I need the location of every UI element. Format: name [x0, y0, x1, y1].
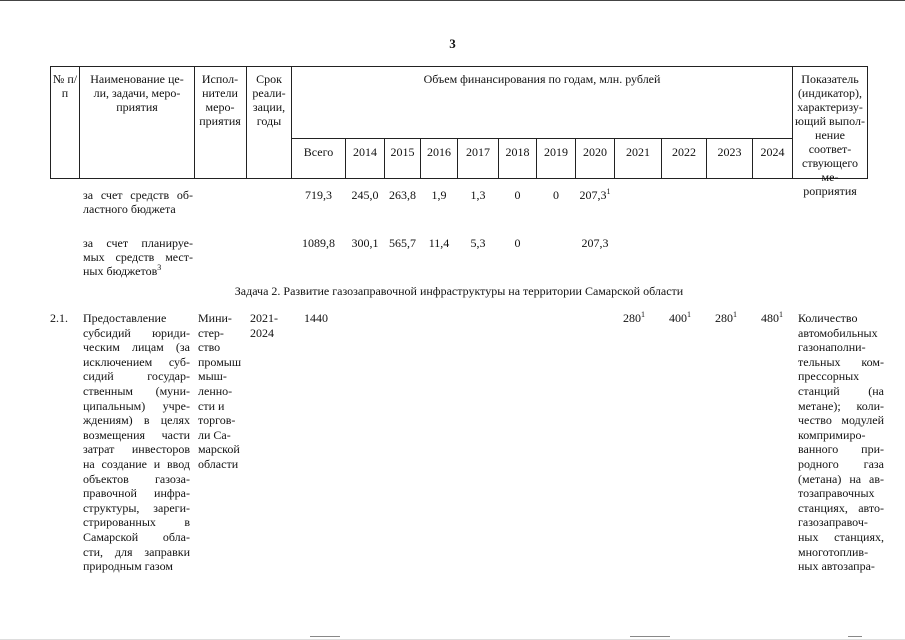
name-lines: объектов газоза-: [83, 471, 190, 486]
col-line: [246, 66, 247, 179]
executor-lines: торгов-: [198, 413, 236, 428]
name-lines: ственным (муни-: [83, 383, 190, 398]
row-value: [499, 236, 536, 250]
row-label-line: за счет средств об-: [83, 188, 193, 202]
scan-mark: [630, 636, 670, 637]
years-top-rule: [291, 138, 792, 139]
row-value: [385, 188, 420, 202]
item-value-2021: $280^1$: [623, 310, 645, 325]
executor-lines: ли Са-: [198, 427, 231, 442]
executor-lines: промыш: [198, 354, 242, 369]
row-label-line: мых средств мест-: [83, 250, 193, 264]
name-lines: стрированных в: [83, 515, 190, 530]
task-title: Задача 2. Развитие газозаправочной инфраструктуры на территории Самарской области: [234, 284, 684, 298]
name-lines: природным газом: [83, 559, 173, 574]
executor-lines: Мини-: [198, 311, 232, 325]
row-value-text: 5,3: [470, 236, 486, 250]
indicator-lines: ных станциях,: [798, 529, 884, 544]
item-value-2023: $280^1$: [715, 310, 737, 325]
year-header: 2020: [583, 145, 607, 159]
name-lines: ческим лицам (за: [83, 340, 190, 355]
header-financing: Объем финансирования по годам, млн. рублей: [423, 72, 661, 86]
indicator-lines: Количество: [798, 311, 858, 325]
header-indicator-line: ющий выпол-: [794, 114, 866, 128]
indicator-lines: тозаправочных: [798, 486, 875, 501]
executor-lines: стер-: [198, 325, 224, 340]
footnote-mark: 1: [606, 187, 611, 196]
header-bottom-rule: [50, 178, 868, 179]
header-indicator-line: роприятия: [803, 184, 857, 198]
col-line: [792, 66, 793, 179]
row-value-text: 0: [514, 188, 521, 202]
row-value-text: 207,3: [579, 188, 607, 202]
executor-lines: области: [198, 456, 239, 471]
name-lines: затрат инвесторов: [83, 442, 190, 457]
header-number: № п/п: [52, 72, 78, 100]
indicator-lines: метане); коли-: [798, 398, 884, 413]
name-lines: сти, для заправки: [83, 544, 190, 559]
header-name: Наименование це-ли, задачи, меро-приятия: [90, 72, 184, 114]
name-lines: структуры, зареги-: [83, 500, 190, 515]
year-header: Всего: [303, 145, 334, 159]
header-executors: Испол-нители меро-приятия: [199, 72, 241, 128]
row-value: [499, 188, 536, 202]
row-value-text: 565,7: [389, 236, 416, 250]
row-value: [458, 236, 498, 250]
row-value-text: 0: [553, 188, 559, 202]
item-executors: [198, 311, 250, 472]
year-header: 2019: [544, 145, 568, 159]
footnote-mark: 3: [157, 263, 162, 272]
name-lines: сидий государ-: [83, 369, 190, 384]
row-label-line: за счет планируе-: [83, 236, 193, 250]
year-header: 2014: [353, 145, 377, 159]
header-indicator: [794, 72, 866, 198]
year-header: 2017: [466, 145, 490, 159]
header-indicator-line: ствующего ме-: [802, 156, 858, 184]
name-lines: на создание и ввод: [83, 456, 190, 471]
indicator-lines: (метана) на ав-: [798, 471, 884, 486]
row-value-text: 719,3: [305, 188, 332, 202]
year-header: 2016: [427, 145, 451, 159]
row-value: [576, 188, 614, 202]
header-indicator-line: (индикатор),: [797, 86, 863, 100]
indicator-lines: родного газа: [798, 456, 884, 471]
item-number: 2.1.: [50, 311, 68, 325]
row-value: [385, 236, 420, 250]
year-header: 2022: [672, 145, 696, 159]
item-value-2022: $400^1$: [669, 310, 691, 325]
item-term: [250, 311, 290, 340]
row-value: [292, 236, 345, 250]
indicator-lines: автомобильных: [798, 325, 878, 340]
header-term: Срок реали-зации, годы: [252, 72, 286, 128]
row-value-text: 0: [514, 236, 521, 250]
indicator-lines: многотоплив-: [798, 544, 869, 559]
name-lines: правочной инфра-: [83, 486, 190, 501]
header-indicator-line: Показатель: [801, 72, 859, 86]
indicator-lines: станциях, авто-: [798, 500, 884, 515]
scan-mark: [310, 636, 340, 637]
term-lines: 2021-: [250, 311, 278, 325]
indicator-lines: станций (на: [798, 383, 884, 398]
indicator-lines: чество модулей: [798, 413, 884, 428]
col-line: [50, 66, 51, 179]
col-line: [867, 66, 868, 179]
row-value: [576, 236, 614, 250]
header-top-rule: [50, 66, 868, 67]
year-header: 2015: [390, 145, 415, 159]
executor-lines: ленно-: [198, 383, 233, 398]
col-line: [79, 66, 80, 179]
item-name: [83, 311, 190, 574]
name-lines: субсидий юриди-: [83, 325, 190, 340]
indicator-lines: ных автозапра-: [798, 559, 875, 574]
row-label: [83, 236, 193, 278]
row-value-text: 11,4: [428, 236, 450, 250]
row-value: [346, 188, 384, 202]
page-number: 3: [449, 36, 456, 51]
item-value-2024: $480^1$: [761, 310, 783, 325]
item-indicator: [798, 311, 884, 574]
row-value-text: 1,3: [470, 188, 486, 202]
indicator-lines: компримиро-: [798, 427, 866, 442]
executor-lines: мыш-: [198, 369, 227, 384]
row-value-text: 300,1: [351, 236, 379, 250]
name-lines: ждениям) в целях: [83, 413, 190, 428]
page-top-edge: [0, 0, 905, 1]
row-value-text: 245,0: [351, 188, 379, 202]
name-lines: Самарской обла-: [83, 529, 190, 544]
col-line: [194, 66, 195, 179]
executor-lines: сти и: [198, 398, 225, 413]
name-lines: исключением суб-: [83, 354, 190, 369]
row-value-text: 1,9: [431, 188, 447, 202]
name-lines: ципальным) учре-: [83, 398, 190, 413]
row-value: [421, 236, 457, 250]
row-value: [537, 188, 575, 202]
row-label: [83, 188, 193, 216]
row-value: [346, 236, 384, 250]
year-header: 2018: [505, 145, 530, 159]
row-label-line: ных бюджетов$^3$: [83, 263, 162, 278]
scan-mark: [848, 636, 862, 637]
indicator-lines: газозаправоч-: [798, 515, 868, 530]
row-value: [458, 188, 498, 202]
indicator-lines: ванного при-: [798, 442, 884, 457]
indicator-lines: прессорных: [798, 369, 860, 384]
row-label-line: ластного бюджета: [83, 202, 176, 216]
indicator-lines: газонаполни-: [798, 340, 866, 355]
year-header: 2023: [717, 145, 742, 159]
row-value: [292, 188, 345, 202]
term-lines: 2024: [250, 325, 274, 340]
row-value-text: 207,3: [581, 236, 609, 250]
year-header: 2021: [626, 145, 650, 159]
executor-lines: марской: [198, 442, 240, 457]
item-total: 1440: [304, 311, 328, 325]
year-header: 2024: [760, 145, 785, 159]
row-value-text: 263,8: [389, 188, 416, 202]
indicator-lines: тельных ком-: [798, 354, 884, 369]
row-value: [421, 188, 457, 202]
header-indicator-line: нение соответ-: [808, 128, 852, 156]
name-lines: Предоставление: [83, 311, 167, 325]
row-value-text: 1089,8: [302, 236, 335, 250]
name-lines: возмещения части: [83, 427, 190, 442]
executor-lines: ство: [198, 340, 221, 355]
header-indicator-line: характеризу-: [797, 100, 863, 114]
